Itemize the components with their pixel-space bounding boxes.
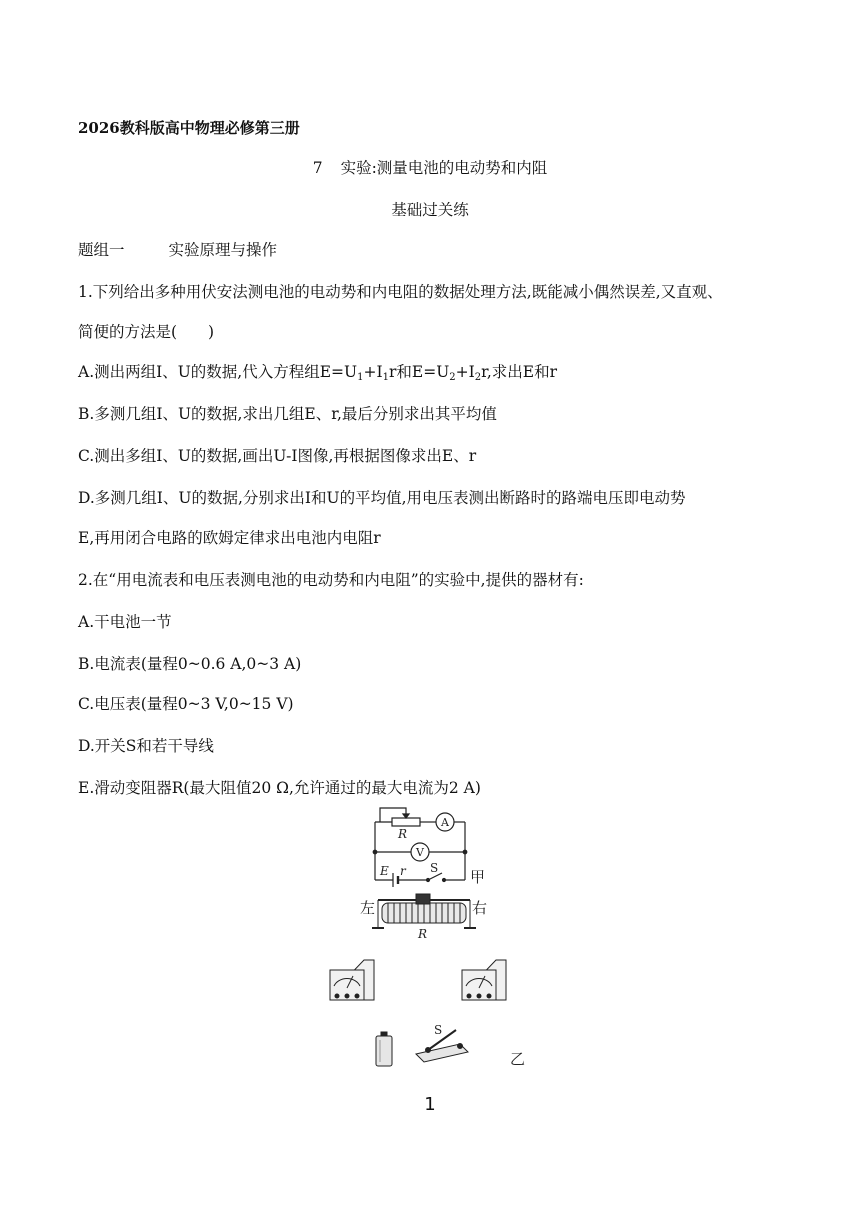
label-r-small: r [400,864,406,878]
battery-drawing [376,1032,392,1066]
experiment-figure [320,800,550,1080]
meter-right-drawing [462,960,506,1000]
label-jia: 甲 [470,868,486,886]
q1-option-d-line1: D.多测几组I、U的数据,分别求出I和U的平均值,用电压表测出断路时的路端电压即电动势 [78,489,686,507]
label-s: S [430,861,439,875]
q1-stem-line2: 简便的方法是( ) [78,323,215,341]
section-subtitle: 基础过关练 [391,201,469,219]
label-r2: R [418,927,428,941]
q2-item-b: B.电流表(量程0~0.6 A,0~3 A) [78,655,302,673]
page-number: 1 [424,1094,436,1115]
label-a: A [441,816,449,829]
label-right: 右 [472,899,488,917]
q2-stem: 2.在“用电流表和电压表测电池的电动势和内电阻”的实验中,提供的器材有: [78,571,584,589]
label-yi: 乙 [510,1050,526,1068]
group-title: 实验原理与操作 [168,241,278,259]
meter-left-drawing [330,960,374,1000]
section-number: 7 [312,159,323,177]
book-title: 2026教科版高中物理必修第三册 [78,119,300,137]
q1-option-a: A.测出两组I、U的数据,代入方程组$E=U_1+I_1r$和$E=U_2+I_2r$,求出E和r [78,363,557,383]
q1-option-c: C.测出多组I、U的数据,画出U-I图像,再根据图像求出E、r [78,447,477,465]
section-title-text: 实验:测量电池的电动势和内阻 [340,159,548,177]
group-heading [78,240,277,260]
q1-stem-line1: 1.下列给出多种用伏安法测电池的电动势和内电阻的数据处理方法,既能减小偶然误差,又直观、 [78,283,723,301]
label-left: 左 [360,899,376,917]
q2-item-d: D.开关S和若干导线 [78,737,214,755]
label-e: E [380,864,389,878]
label-v: V [416,846,424,859]
q2-item-c: C.电压表(量程0~3 V,0~15 V) [78,695,294,713]
rheostat-drawing [372,894,476,928]
rheostat-symbol [392,818,420,826]
label-s2: S [434,1023,443,1037]
q1-option-d-line2: E,再用闭合电路的欧姆定律求出电池内电阻r [78,529,381,547]
q2-item-e: E.滑动变阻器R(最大阻值20 Ω,允许通过的最大电流为2 A) [78,779,481,797]
label-r: R [398,827,408,841]
q2-item-a: A.干电池一节 [78,613,172,631]
section-title [0,158,860,178]
group-label: 题组一 [78,241,125,259]
q1-option-b: B.多测几组I、U的数据,求出几组E、r,最后分别求出其平均值 [78,405,497,423]
